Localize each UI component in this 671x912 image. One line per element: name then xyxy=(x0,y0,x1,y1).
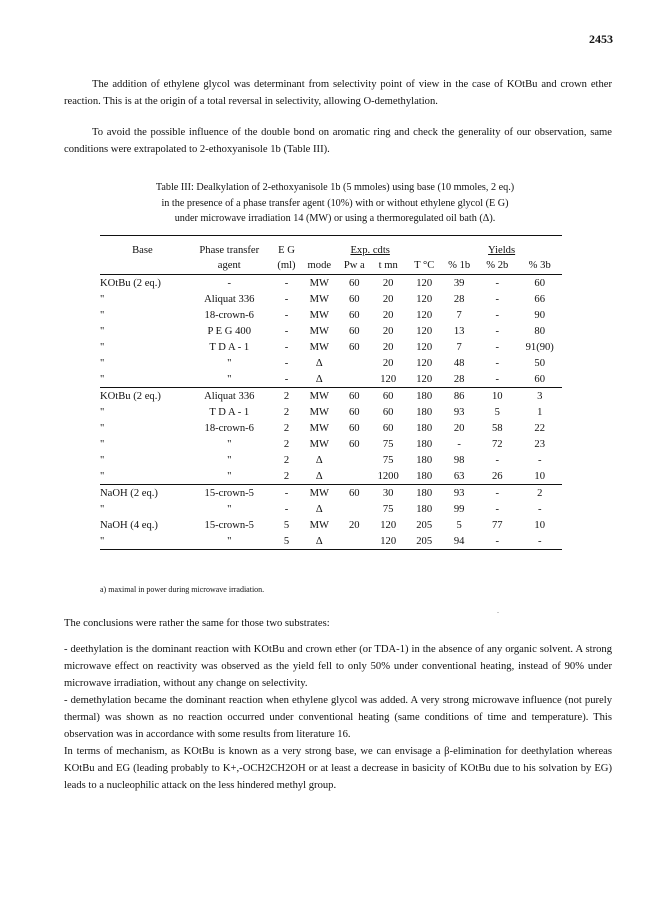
cell-pw: 60 xyxy=(348,325,360,337)
cell-eg: 2 xyxy=(283,422,290,434)
conclusion-paragraph-4 xyxy=(64,743,612,794)
cell-pw: 60 xyxy=(348,293,360,305)
cell-yield-2b: - xyxy=(495,293,500,305)
table-row xyxy=(100,371,562,388)
cell-temp: 205 xyxy=(416,519,433,531)
cell-yield-2b: - xyxy=(495,503,500,515)
cell-agent: " xyxy=(227,357,232,369)
cell-time: 120 xyxy=(369,533,407,550)
conclusion-paragraph-1 xyxy=(64,615,612,632)
cell-eg: 2 xyxy=(283,390,290,402)
cell-time: 120 xyxy=(369,371,407,388)
cell-yield-2b: - xyxy=(495,357,500,369)
cell-agent: 15-crown-5 xyxy=(204,487,254,499)
cell-time: 20 xyxy=(382,309,394,321)
cell-agent: 15-crown-5 xyxy=(204,519,254,531)
cell-mode: MW xyxy=(309,438,330,450)
cell-mode: MW xyxy=(309,406,330,418)
conclusion-text-3: - demethylation became the dominant reaction when ethylene glycol was added. A very strong microwave influence (not purely thermal) was shown as no reaction occurred under conventional heating (same conditions of time and temperature). This observation was in accordance with some results from literature 16. xyxy=(64,695,612,740)
cell-base: " xyxy=(100,341,105,353)
cell-temp: 180 xyxy=(416,487,433,499)
cell-pw: 60 xyxy=(348,422,360,434)
cell-eg: - xyxy=(284,341,289,353)
cell-time: 75 xyxy=(382,454,394,466)
cell-eg: 5 xyxy=(274,533,299,550)
cell-yield-1b: 63 xyxy=(441,468,477,485)
intro-text-2: To avoid the possible influence of the double bond on aromatic ring and check the generality of our observation, same conditions were extrapolated to 2-ethoxyanisole 1b (Table III). xyxy=(64,127,612,155)
cell-yield-2b: 5 xyxy=(494,406,500,418)
cell-temp: 120 xyxy=(416,293,433,305)
cell-time: 120 xyxy=(380,519,397,531)
cell-yield-3b: 10 xyxy=(534,519,546,531)
intro-text-1: The addition of ethylene glycol was determinant from selectivity point of view in the case of KOtBu and crown ether reaction. This is at the origin of a total reversal in selectivity, allowing O-demethylation. xyxy=(64,79,612,107)
cell-yield-2b: - xyxy=(495,309,500,321)
cell-yield-2b: - xyxy=(495,277,500,289)
cell-base: " xyxy=(100,293,105,305)
intro-paragraph-2 xyxy=(64,124,612,158)
cell-eg: - xyxy=(284,325,289,337)
cell-pw: 60 xyxy=(348,390,360,402)
cell-time: 20 xyxy=(382,293,394,305)
cell-time: 20 xyxy=(382,357,394,369)
header-agent: agent xyxy=(185,256,274,275)
cell-agent: Aliquat 336 xyxy=(204,390,255,402)
cell-base: " xyxy=(100,406,105,418)
cell-yield-1b: 7 xyxy=(456,341,462,353)
cell-temp: 180 xyxy=(416,406,433,418)
table-row xyxy=(100,404,562,420)
cell-base: " xyxy=(100,309,105,321)
cell-eg: 2 xyxy=(283,406,290,418)
caption-line-2: in the presence of a phase transfer agent (10%) with or without ethylene glycol (E G) xyxy=(161,197,509,209)
cell-agent: " xyxy=(185,468,274,485)
cell-yield-3b: 66 xyxy=(534,293,546,305)
cell-yield-1b: 93 xyxy=(453,406,465,418)
cell-yield-1b: 5 xyxy=(456,519,462,531)
cell-agent: " xyxy=(185,533,274,550)
cell-yield-3b: 91(90) xyxy=(525,341,554,353)
cell-base: NaOH (2 eq.) xyxy=(100,487,158,499)
cell-eg: - xyxy=(284,309,289,321)
cell-mode: MW xyxy=(309,277,330,289)
cell-agent: " xyxy=(227,454,232,466)
cell-agent: " xyxy=(185,371,274,388)
cell-pw xyxy=(339,533,369,550)
cell-yield-2b: - xyxy=(477,533,517,550)
cell-eg: 2 xyxy=(274,468,299,485)
caption-line-3: under microwave irradiation 14 (MW) or using a thermoregulated oil bath (Δ). xyxy=(174,213,496,224)
cell-eg: - xyxy=(284,357,289,369)
table-row xyxy=(100,388,562,405)
cell-mode: Δ xyxy=(299,468,339,485)
cell-yield-2b: - xyxy=(495,454,500,466)
header-pw: Pw a xyxy=(339,256,369,275)
cell-yield-1b: 20 xyxy=(453,422,465,434)
cell-pw xyxy=(339,452,369,468)
cell-time: 20 xyxy=(382,341,394,353)
header-exp-cdts xyxy=(299,236,441,257)
header-ptc: Phase transfer xyxy=(199,245,260,256)
cell-yield-1b: 7 xyxy=(456,309,462,321)
cell-temp: 205 xyxy=(407,533,441,550)
cell-pw: 20 xyxy=(348,519,360,531)
header-yield-2b: % 2b xyxy=(477,256,517,275)
cell-yield-2b: 10 xyxy=(492,390,503,402)
cell-mode: MW xyxy=(309,390,330,402)
conclusion-text-2: - deethylation is the dominant reaction with KOtBu and crown ether (or TDA-1) in the absence of any organic solvent. A strong microwave effect on reactivity was observed as the yield fell to only 50% under conventional heating, instead of 90% under microwave irradiation, without any change on selectivity. xyxy=(64,644,612,689)
cell-eg: - xyxy=(284,487,289,499)
table-row xyxy=(100,307,562,323)
cell-agent: P E G 400 xyxy=(207,325,251,337)
cell-temp: 120 xyxy=(416,325,433,337)
cell-pw xyxy=(339,371,369,388)
cell-mode: MW xyxy=(309,325,330,337)
table-row xyxy=(100,533,562,550)
cell-time: 20 xyxy=(382,325,394,337)
cell-yield-2b: 58 xyxy=(492,422,503,434)
page-number: 2453 xyxy=(589,32,613,46)
cell-yield-2b: - xyxy=(495,325,500,337)
cell-yield-2b: 72 xyxy=(492,438,503,450)
cell-yield-1b: 93 xyxy=(453,487,465,499)
cell-agent: " xyxy=(227,438,232,450)
intro-paragraph-1 xyxy=(64,76,612,110)
cell-yield-3b: - xyxy=(517,533,562,550)
cell-base: " xyxy=(100,422,105,434)
table-row xyxy=(100,452,562,468)
cell-time: 30 xyxy=(382,487,394,499)
cell-eg: - xyxy=(274,371,299,388)
cell-yield-3b: - xyxy=(537,503,542,515)
cell-yield-2b: - xyxy=(495,341,500,353)
cell-yield-3b: 23 xyxy=(534,438,546,450)
table-row xyxy=(100,275,562,292)
cell-time: 60 xyxy=(382,406,394,418)
results-table xyxy=(100,235,562,550)
group-kotbu-with-eg xyxy=(100,388,562,485)
cell-temp: 180 xyxy=(416,503,433,515)
header-temp: T °C xyxy=(407,256,441,275)
cell-yield-3b: 90 xyxy=(534,309,546,321)
cell-yield-1b: 94 xyxy=(441,533,477,550)
table-row xyxy=(100,420,562,436)
cell-yield-2b: 77 xyxy=(492,519,503,531)
cell-base: " xyxy=(100,468,185,485)
cell-pw: 60 xyxy=(348,487,360,499)
cell-yield-3b: 10 xyxy=(517,468,562,485)
cell-mode: MW xyxy=(309,341,330,353)
cell-yield-1b: 28 xyxy=(441,371,477,388)
cell-pw: 60 xyxy=(348,406,360,418)
table-row xyxy=(100,323,562,339)
group-naoh xyxy=(100,485,562,550)
cell-mode: Δ xyxy=(299,371,339,388)
cell-yield-1b: 48 xyxy=(453,357,465,369)
cell-agent: 18-crown-6 xyxy=(204,309,254,321)
cell-base: " xyxy=(100,533,185,550)
cell-mode: MW xyxy=(309,293,330,305)
header-mode: mode xyxy=(299,256,339,275)
cell-time: 75 xyxy=(382,438,394,450)
table-header xyxy=(100,236,562,275)
cell-yield-3b: 3 xyxy=(537,390,543,402)
cell-yield-1b: - xyxy=(457,438,461,450)
conclusion-text-4: In terms of mechanism, as KOtBu is known as a very strong base, we can envisage a β-elimination for deethylation whereas KOtBu and EG (leading probably to K+,-OCH2CH2OH or at least a decrease in basicity of KOtBu due to his solvation by EG) leads to a nucleophilic attack on the less hindered methyl group. xyxy=(64,746,612,791)
cell-pw xyxy=(339,468,369,485)
conclusion-paragraph-2 xyxy=(64,641,612,692)
cell-base: " xyxy=(100,503,105,515)
cell-temp: 180 xyxy=(416,422,433,434)
cell-yield-1b: 39 xyxy=(453,277,465,289)
header-yields xyxy=(441,236,562,257)
cell-yield-3b: 22 xyxy=(534,422,546,434)
cell-temp: 180 xyxy=(416,438,433,450)
cell-yield-1b: 13 xyxy=(453,325,465,337)
cell-agent: 18-crown-6 xyxy=(204,422,254,434)
cell-yield-3b: - xyxy=(537,454,542,466)
header-yield-1b: % 1b xyxy=(441,256,477,275)
cell-agent: " xyxy=(227,503,232,515)
table-row xyxy=(100,339,562,355)
cell-yield-1b: 28 xyxy=(453,293,465,305)
cell-yield-1b: 98 xyxy=(453,454,465,466)
cell-yield-3b: 60 xyxy=(517,371,562,388)
table-footnote: a) maximal in power during microwave irradiation. xyxy=(100,585,265,594)
cell-pw: 60 xyxy=(348,277,360,289)
cell-yield-2b: - xyxy=(477,371,517,388)
cell-base: NaOH (4 eq.) xyxy=(100,519,158,531)
cell-mode: Δ xyxy=(315,357,323,369)
table-row xyxy=(100,468,562,485)
cell-pw: 60 xyxy=(348,309,360,321)
cell-base: " xyxy=(100,454,105,466)
header-eg-ml: (ml) xyxy=(274,256,299,275)
cell-yield-3b: 50 xyxy=(534,357,546,369)
cell-yield-3b: 60 xyxy=(534,277,546,289)
cell-pw: 60 xyxy=(348,341,360,353)
group-kotbu-no-eg xyxy=(100,275,562,388)
table-row xyxy=(100,355,562,371)
cell-yield-3b: 2 xyxy=(537,487,543,499)
cell-mode: MW xyxy=(309,519,330,531)
header-time: t mn xyxy=(369,256,407,275)
cell-mode: Δ xyxy=(315,454,323,466)
cell-yield-1b: 99 xyxy=(453,503,465,515)
table-row xyxy=(100,501,562,517)
header-eg: E G xyxy=(278,245,295,256)
cell-yield-2b: 26 xyxy=(477,468,517,485)
cell-temp: 180 xyxy=(416,454,433,466)
cell-pw xyxy=(339,355,369,371)
table-caption xyxy=(95,180,575,227)
cell-base: KOtBu (2 eq.) xyxy=(100,390,161,402)
cell-base: KOtBu (2 eq.) xyxy=(100,277,161,289)
header-base-blank xyxy=(100,256,185,275)
table-row xyxy=(100,485,562,502)
cell-base: " xyxy=(100,371,185,388)
cell-base: " xyxy=(100,325,105,337)
cell-temp: 180 xyxy=(407,468,441,485)
cell-time: 60 xyxy=(382,422,394,434)
cell-mode: Δ xyxy=(315,503,323,515)
cell-temp: 120 xyxy=(416,341,433,353)
header-yield-3b: % 3b xyxy=(517,256,562,275)
cell-temp: 120 xyxy=(416,357,433,369)
header-yields-label: Yields xyxy=(488,245,516,256)
cell-mode: MW xyxy=(309,487,330,499)
cell-temp: 120 xyxy=(416,309,433,321)
cell-yield-2b: - xyxy=(495,487,500,499)
conclusion-paragraph-3 xyxy=(64,692,612,743)
cell-eg: - xyxy=(284,293,289,305)
cell-eg: 2 xyxy=(283,438,290,450)
cell-yield-3b: 1 xyxy=(537,406,543,418)
cell-mode: MW xyxy=(309,309,330,321)
cell-agent: T D A - 1 xyxy=(209,341,250,353)
cell-pw xyxy=(339,501,369,517)
cell-time: 1200 xyxy=(369,468,407,485)
table-row xyxy=(100,517,562,533)
conclusion-text-1: The conclusions were rather the same for those two substrates: xyxy=(64,618,330,629)
cell-temp: 180 xyxy=(416,390,433,402)
cell-temp: 120 xyxy=(416,277,433,289)
header-base: Base xyxy=(132,245,153,256)
cell-yield-3b: 80 xyxy=(534,325,546,337)
cell-agent: T D A - 1 xyxy=(209,406,250,418)
table-row xyxy=(100,291,562,307)
cell-time: 75 xyxy=(382,503,394,515)
cell-temp: 120 xyxy=(407,371,441,388)
cell-base: " xyxy=(100,357,105,369)
table-row xyxy=(100,436,562,452)
cell-pw: 60 xyxy=(348,438,360,450)
cell-eg: - xyxy=(284,503,289,515)
cell-base: " xyxy=(100,438,105,450)
cell-time: 20 xyxy=(382,277,394,289)
cell-mode: Δ xyxy=(299,533,339,550)
stray-dot: . xyxy=(497,606,499,615)
cell-time: 60 xyxy=(382,390,394,402)
cell-eg: 5 xyxy=(283,519,290,531)
cell-eg: - xyxy=(284,277,289,289)
caption-line-1: Table III: Dealkylation of 2-ethoxyanisole 1b (5 mmoles) using base (10 mmoles, 2 eq.) xyxy=(155,182,515,193)
cell-agent: - xyxy=(227,277,232,289)
cell-eg: 2 xyxy=(283,454,290,466)
cell-yield-1b: 86 xyxy=(453,390,465,402)
cell-agent: Aliquat 336 xyxy=(204,293,255,305)
cell-mode: MW xyxy=(309,422,330,434)
header-exp-label: Exp. cdts xyxy=(350,245,390,256)
